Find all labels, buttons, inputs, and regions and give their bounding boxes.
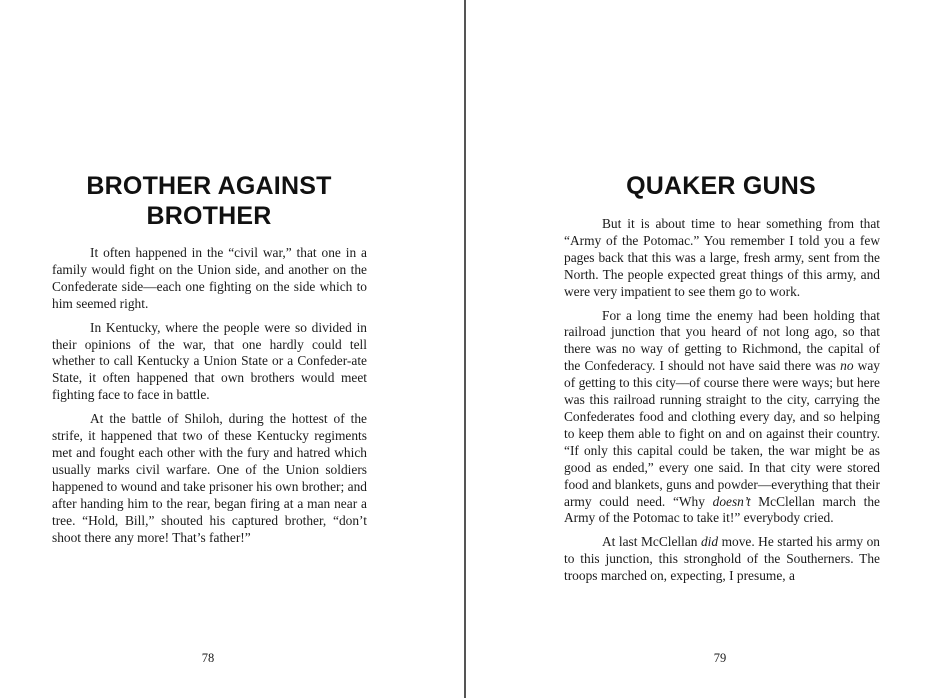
text-run: McClellan march the Army of the Potomac to take it!” everybody cried. xyxy=(564,493,880,526)
right-page xyxy=(466,0,928,698)
page-number-left: 78 xyxy=(201,651,215,665)
text-run: For a long time the enemy had been holding that railroad junction that you heard of not long ago, so that there was no way of getting to Richmond, the capital of the Confederacy. I should not have said there was xyxy=(564,307,880,374)
emphasis-text: did xyxy=(700,534,719,550)
text-run: At last McClellan xyxy=(602,534,701,550)
text-run: way of getting to this city—of course there were ways; but here was this railroad running straight to the city, carrying the Confederates food and clothing every day, and so helping to keep them able to fight on and on against their country. “If only this capital could be taken, the war might be as good as ended,” every one said. In that city were stored food and blankets, guns and powder—everything that their army could need. “Why xyxy=(564,358,880,509)
chapter-title-right: QUAKER GUNS xyxy=(626,172,816,200)
paragraph: It often happened in the “civil war,” that one in a family would fight on the Union side, and another on the Confederate side—each one fighting on the side which to him seemed right. xyxy=(52,245,367,311)
text-run: move. He started his army on to this junction, this stronghold of the Southerners. The troops marched on, expecting, I presume, a xyxy=(564,534,880,584)
chapter-title-left: BROTHER AGAINST BROTHER xyxy=(86,172,332,230)
emphasis-text: no xyxy=(840,358,854,374)
emphasis-text: doesn’t xyxy=(712,493,751,509)
paragraph xyxy=(564,308,880,528)
paragraph: At the battle of Shiloh, during the hottest of the strife, it happened that two of these Kentucky regiments met and fought each other with the fury and hatred which usually marks civil warfare. One of the Union soldiers happened to wound and take prisoner his own brother; and after handing him to the rear, began firing at a man near a tree. “Hold, Bill,” shouted his captured brother, “don’t shoot there any more! That’s father!” xyxy=(52,411,367,545)
right-page-body xyxy=(564,216,880,592)
paragraph: But it is about time to hear something from that “Army of the Potomac.” You remember I told you a few pages back that this was a large, fresh army, sent from the North. The people expected great things of this army, and were very impatient to see them go to work. xyxy=(564,216,880,299)
page-number-right: 79 xyxy=(713,651,727,665)
paragraph: In Kentucky, where the people were so divided in their opinions of the war, that one hardly could tell whether to call Kentucky a Union State or a Confeder-ate State, it often happened that own brothers would meet fighting face to face in battle. xyxy=(52,319,367,403)
paragraph xyxy=(564,534,880,585)
left-page-body xyxy=(52,245,367,553)
